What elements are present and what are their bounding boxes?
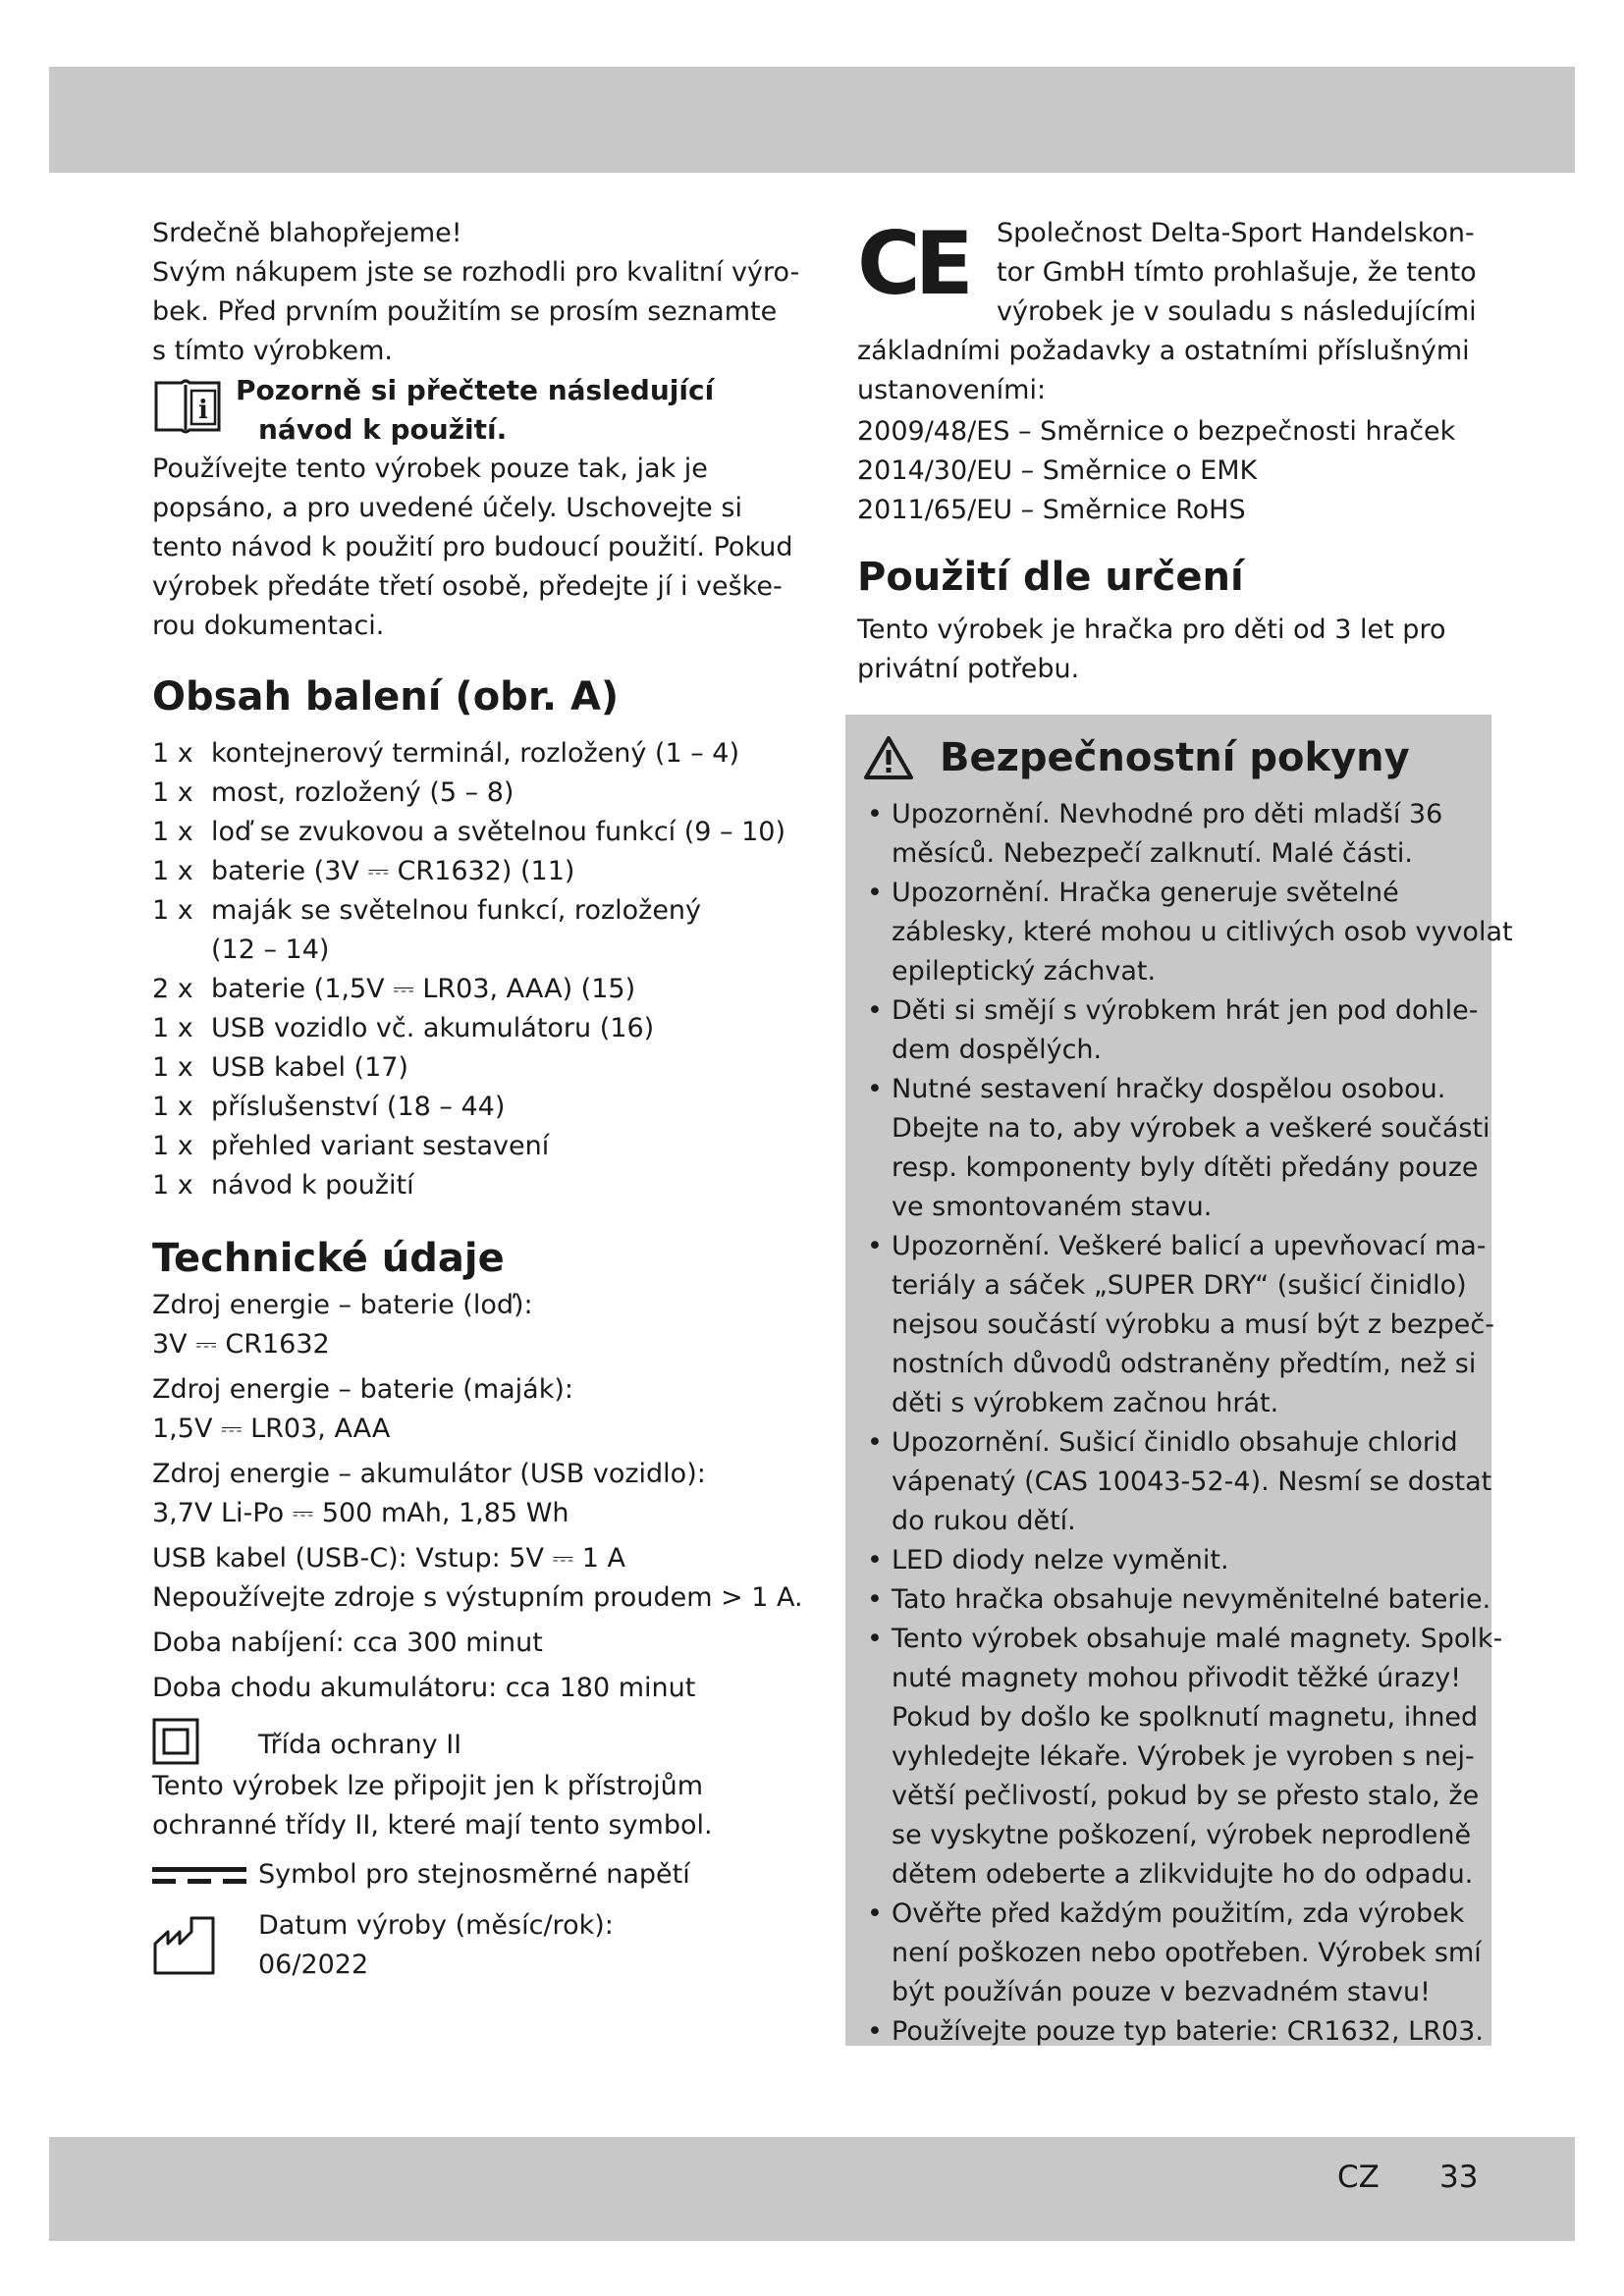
intro-line: bek. Před prvním použitím se prosím seznamte [152,296,778,327]
right-column [857,214,1486,689]
list-item: 1 x most, rozložený (5 – 8) [152,777,514,808]
safety-item: • Tato hračka obsahuje nevyměnitelné baterie. [863,1580,1482,1620]
dc-symbol-label: Symbol pro stejnosměrné napětí [258,1859,690,1890]
greeting: Srdečně blahopřejeme! [152,218,462,248]
directive: 2009/48/ES – Směrnice o bezpečnosti hraček [857,416,1456,447]
directive: 2011/65/EU – Směrnice RoHS [857,495,1246,525]
intro-line: s tímto výrobkem. [152,336,394,366]
safety-item: • Upozornění. Nevhodné pro děti mladší 36 měsíců. Nebezpečí zalknutí. Malé části. [863,795,1482,874]
ce-mark: CE [857,213,968,314]
technical-heading: Technické údaje [152,1236,505,1281]
list-item: 1 x návod k použití [152,1170,414,1201]
intended-use-line: Tento výrobek je hračka pro děti od 3 let pro [857,614,1446,645]
protection-note: Tento výrobek lze připojit jen k přístrojům [152,1771,704,1801]
list-item: 1 x kontejnerový terminál, rozložený (1 – 4) [152,738,740,769]
declaration-line: ustanoveními: [857,375,1047,405]
protection-class-row [152,1718,781,1767]
list-item: 2 x baterie (1,5V ⎓ LR03, AAA) (15) [152,974,636,1004]
safety-item: • Děti si smějí s výrobkem hrát jen pod dohle- dem dospělých. [863,991,1482,1070]
intro-line: Svým nákupem jste se rozhodli pro kvalitní výro- [152,257,800,288]
list-item: 1 x baterie (3V ⎓ CR1632) (11) [152,856,575,886]
list-item: 1 x příslušenství (18 – 44) [152,1092,506,1122]
safety-title [863,728,1482,787]
charge-time: Doba nabíjení: cca 300 minut [152,1628,543,1658]
usage-line: tento návod k použití pro budoucí použití. Pokud [152,532,793,562]
safety-list [863,795,1513,2052]
accu-power-label: Zdroj energie – akumulátor (USB vozidlo): [152,1459,706,1489]
list-item-continuation: (12 – 14) [211,934,330,965]
accu-power-value: 3,7V Li-Po ⎓ 500 mAh, 1,85 Wh [152,1498,569,1528]
intended-use-line: privátní potřebu. [857,654,1080,684]
language-code: CZ [1337,2160,1380,2195]
safety-item: • Upozornění. Sušicí činidlo obsahuje chlorid vápenatý (CAS 10043-52-4). Nesmí se dostat do rukou dětí. [863,1423,1482,1541]
safety-item: • LED diody nelze vyměnit. [863,1541,1482,1580]
usage-line: Používejte tento výrobek pouze tak, jak je [152,454,708,484]
svg-text:i: i [198,396,208,425]
directive: 2014/30/EU – Směrnice o EMK [857,455,1258,486]
protection-class-ii-icon [152,1718,201,1765]
safety-item: • Tento výrobek obsahuje malé magnety. Spolk- nuté magnety mohou přivodit těžké úrazy! Pokud by došlo ke spolknutí magnetu, ihned vyhledejte lékaře. Výrobek je vyroben s nej- větší pečlivostí, pokud by se přesto stalo, že se vyskytne poškození, výrobek neprodleně dětem odeberte a zlikvidujte ho do odpadu. [863,1620,1482,1895]
manufacture-date-label: Datum výroby (měsíc/rok): [258,1910,614,1941]
manufacture-date-icon [152,1914,221,1977]
declaration-line: Společnost Delta-Sport Handelskon- [997,218,1475,248]
ship-power-label: Zdroj energie – baterie (loď): [152,1290,533,1320]
safety-item: • Ověřte před každým použitím, zda výrobek není poškozen nebo opotřeben. Výrobek smí být používán pouze v bezvadném stavu! [863,1895,1482,2012]
safety-item: • Upozornění. Veškeré balicí a upevňovací ma- teriály a sáček „SUPER DRY“ (sušicí činidlo) nejsou součástí výrobku a musí být z bezpeč- nostních důvodů odstraněny předtím, než si děti s výrobkem začnou hrát. [863,1227,1482,1423]
safety-box [845,715,1513,2047]
safety-item: • Upozornění. Hračka generuje světelné záblesky, které mohou u citlivých osob vyvolat epileptický záchvat. [863,874,1482,991]
read-manual-notice [152,371,781,450]
direct-current-icon [152,1863,246,1893]
run-time: Doba chodu akumulátoru: cca 180 minut [152,1673,696,1703]
list-item: 1 x USB kabel (17) [152,1052,408,1083]
ship-power-value: 3V ⎓ CR1632 [152,1329,330,1360]
manufacture-date-row [152,1906,781,1985]
safety-heading: Bezpečnostní pokyny [940,735,1410,780]
ce-declaration [857,214,1486,332]
protection-note: ochranné třídy II, které mají tento symbol. [152,1810,713,1841]
declaration-line: tor GmbH tímto prohlašuje, že tento [997,257,1477,288]
list-item: 1 x loď se zvukovou a světelnou funkcí (9 – 10) [152,817,786,847]
read-notice-line: Pozorně si přečtete následující [236,374,715,406]
manual-book-icon [152,375,223,436]
usage-line: popsáno, a pro uvedené účely. Uschovejte si [152,493,742,523]
usb-warning: Nepoužívejte zdroje s výstupním proudem > 1 A. [152,1582,803,1613]
lighthouse-power-value: 1,5V ⎓ LR03, AAA [152,1414,391,1444]
manufacture-date-value: 06/2022 [258,1949,369,1980]
lighthouse-power-label: Zdroj energie – baterie (maják): [152,1374,573,1405]
dc-symbol-row [152,1855,781,1895]
warning-triangle-icon [863,735,914,780]
usb-input: USB kabel (USB-C): Vstup: 5V ⎓ 1 A [152,1543,625,1574]
intended-use-heading: Použití dle určení [857,555,1244,600]
declaration-line: výrobek je v souladu s následujícími [997,296,1477,327]
list-item: 1 x maják se světelnou funkcí, rozložený [152,895,702,926]
header-band [49,67,1575,173]
list-item: 1 x USB vozidlo vč. akumulátoru (16) [152,1013,655,1043]
safety-item: • Používejte pouze typ baterie: CR1632, LR03. [863,2012,1482,2052]
contents-heading: Obsah balení (obr. A) [152,674,620,720]
left-column [152,214,803,1985]
page-number: 33 [1439,2160,1479,2195]
list-item: 1 x přehled variant sestavení [152,1131,550,1161]
declaration-line: základními požadavky a ostatními příslušnými [857,336,1470,366]
usage-line: výrobek předáte třetí osobě, předejte jí i veške- [152,571,783,602]
read-notice-line: návod k použití. [258,413,508,446]
usage-line: rou dokumentaci. [152,611,385,641]
safety-item: • Nutné sestavení hračky dospělou osobou. Dbejte na to, aby výrobek a veškeré součásti resp. komponenty byly dítěti předány pouze ve smontovaném stavu. [863,1070,1482,1227]
contents-list [152,734,786,1205]
protection-class-label: Třída ochrany II [258,1730,462,1760]
